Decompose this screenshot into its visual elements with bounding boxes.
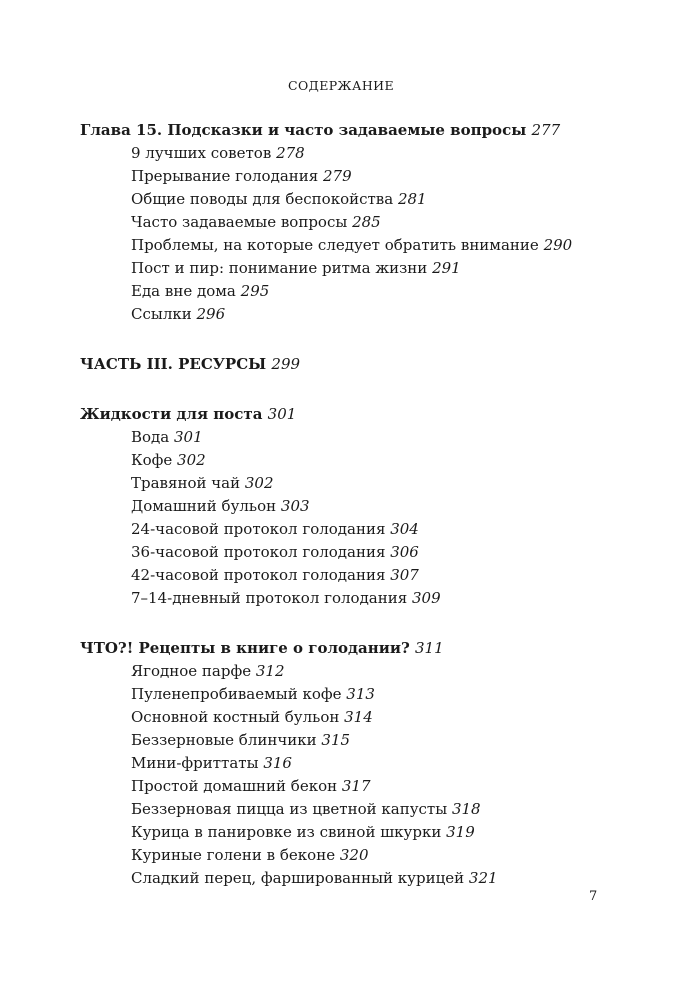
- toc-entry-title: Вода: [131, 428, 170, 446]
- toc-entry: [80, 541, 640, 564]
- toc-entry: [80, 257, 640, 280]
- toc-entry-page: 313: [346, 685, 375, 703]
- toc-entry: [80, 729, 640, 752]
- toc-entry-title: Ссылки: [131, 305, 192, 323]
- toc-entry: [80, 472, 640, 495]
- toc-entry-title: Общие поводы для беспокойства: [131, 190, 394, 208]
- toc-entry: [80, 752, 640, 775]
- toc-entry-page: 306: [390, 543, 419, 561]
- toc-entry-title: 36-часовой протокол голодания: [131, 543, 386, 561]
- toc-entry-title: Ягодное парфе: [131, 662, 252, 680]
- toc-entry-title: 42-часовой протокол голодания: [131, 566, 386, 584]
- toc-entry-title: Пуленепробиваемый кофе: [131, 685, 342, 703]
- toc-entry: [80, 280, 640, 303]
- toc-entry: [80, 449, 640, 472]
- toc-entry: [80, 706, 640, 729]
- toc-entry-page: 278: [276, 144, 305, 162]
- toc-entry-title: Мини-фриттаты: [131, 754, 259, 772]
- toc-entry-title: Проблемы, на которые следует обратить внимание: [131, 236, 539, 254]
- toc-entry-page: 302: [244, 474, 274, 492]
- toc-entry-page: 302: [177, 451, 206, 469]
- toc-entry: [80, 775, 640, 798]
- running-head: СОДЕРЖАНИЕ: [288, 78, 394, 93]
- toc-entry-title: Беззерновая пицца из цветной капусты: [131, 800, 448, 818]
- toc-entry-page: 319: [446, 823, 475, 841]
- toc-entry-title: Кофе: [131, 451, 173, 469]
- toc-entry: [80, 798, 640, 821]
- toc-entry-title: Сладкий перец, фаршированный курицей: [131, 869, 465, 887]
- toc-heading-page: 311: [415, 639, 444, 657]
- toc-section-chapter-15: [80, 119, 640, 326]
- toc-entry-page: 290: [543, 236, 573, 254]
- toc-entry: [80, 426, 640, 449]
- toc-entry-page: 281: [397, 190, 427, 208]
- toc-entry: [80, 564, 640, 587]
- toc-entry-page: 303: [280, 497, 310, 515]
- toc-entry: [80, 234, 640, 257]
- toc-entry: [80, 211, 640, 234]
- toc-entry-title: 7–14-дневный протокол голодания: [131, 589, 408, 607]
- toc-heading-title: Глава 15. Подсказки и часто задаваемые вопросы: [80, 121, 527, 139]
- toc-entry-title: Часто задаваемые вопросы: [131, 213, 348, 231]
- toc-heading: [80, 119, 640, 142]
- toc-entry-title: 24-часовой протокол голодания: [131, 520, 386, 538]
- toc-entry-title: Основной костный бульон: [131, 708, 340, 726]
- page-number: 7: [589, 889, 598, 904]
- toc-entry-page: 291: [432, 259, 461, 277]
- toc-entry: [80, 188, 640, 211]
- toc-entry-page: 318: [451, 800, 481, 818]
- toc-heading-page: 299: [271, 355, 301, 373]
- toc-entry: [80, 844, 640, 867]
- toc-heading-title: ЧТО?! Рецепты в книге о голодании?: [80, 639, 410, 657]
- toc-entry-page: 295: [240, 282, 270, 300]
- toc-entry: [80, 495, 640, 518]
- toc-entry-page: 312: [255, 662, 285, 680]
- toc-entry-page: 309: [412, 589, 441, 607]
- toc-entry-page: 314: [344, 708, 373, 726]
- toc-entry-title: Беззерновые блинчики: [131, 731, 317, 749]
- toc-entry: [80, 683, 640, 706]
- toc-entry-page: 304: [390, 520, 419, 538]
- toc-entry-title: Травяной чай: [131, 474, 241, 492]
- toc-entry: [80, 303, 640, 326]
- toc-entry: [80, 165, 640, 188]
- toc-entry-page: 316: [263, 754, 292, 772]
- table-of-contents: [80, 119, 640, 917]
- toc-heading: [80, 403, 640, 426]
- toc-entry-page: 301: [174, 428, 203, 446]
- toc-entry-title: Куриные голени в беконе: [131, 846, 336, 864]
- toc-section-fasting-fluids: [80, 403, 640, 610]
- toc-heading: [80, 353, 640, 376]
- toc-entry-page: 279: [323, 167, 352, 185]
- toc-section-recipes: [80, 637, 640, 890]
- toc-entry-title: Простой домашний бекон: [131, 777, 338, 795]
- toc-entry-title: Прерывание голодания: [131, 167, 319, 185]
- toc-entry-page: 317: [341, 777, 371, 795]
- toc-entry-title: 9 лучших советов: [131, 144, 272, 162]
- toc-entry-page: 296: [196, 305, 226, 323]
- toc-section-part-3: [80, 353, 640, 376]
- toc-entry: [80, 142, 640, 165]
- toc-entry-page: 320: [339, 846, 369, 864]
- toc-entry: [80, 821, 640, 844]
- toc-entry-page: 315: [321, 731, 351, 749]
- toc-heading-page: 301: [267, 405, 297, 423]
- toc-entry-title: Еда вне дома: [131, 282, 236, 300]
- toc-entry-page: 321: [468, 869, 498, 887]
- toc-heading-title: Жидкости для поста: [80, 405, 263, 423]
- toc-entry-page: 285: [352, 213, 381, 231]
- toc-entry: [80, 518, 640, 541]
- toc-heading-page: 277: [531, 121, 561, 139]
- toc-entry-page: 307: [390, 566, 419, 584]
- toc-entry-title: Домашний бульон: [131, 497, 277, 515]
- toc-entry: [80, 867, 640, 890]
- toc-entry-title: Курица в панировке из свиной шкурки: [131, 823, 442, 841]
- toc-heading-title: ЧАСТЬ III. РЕСУРСЫ: [80, 355, 267, 373]
- toc-entry: [80, 587, 640, 610]
- toc-heading: [80, 637, 640, 660]
- toc-entry: [80, 660, 640, 683]
- toc-entry-title: Пост и пир: понимание ритма жизни: [131, 259, 428, 277]
